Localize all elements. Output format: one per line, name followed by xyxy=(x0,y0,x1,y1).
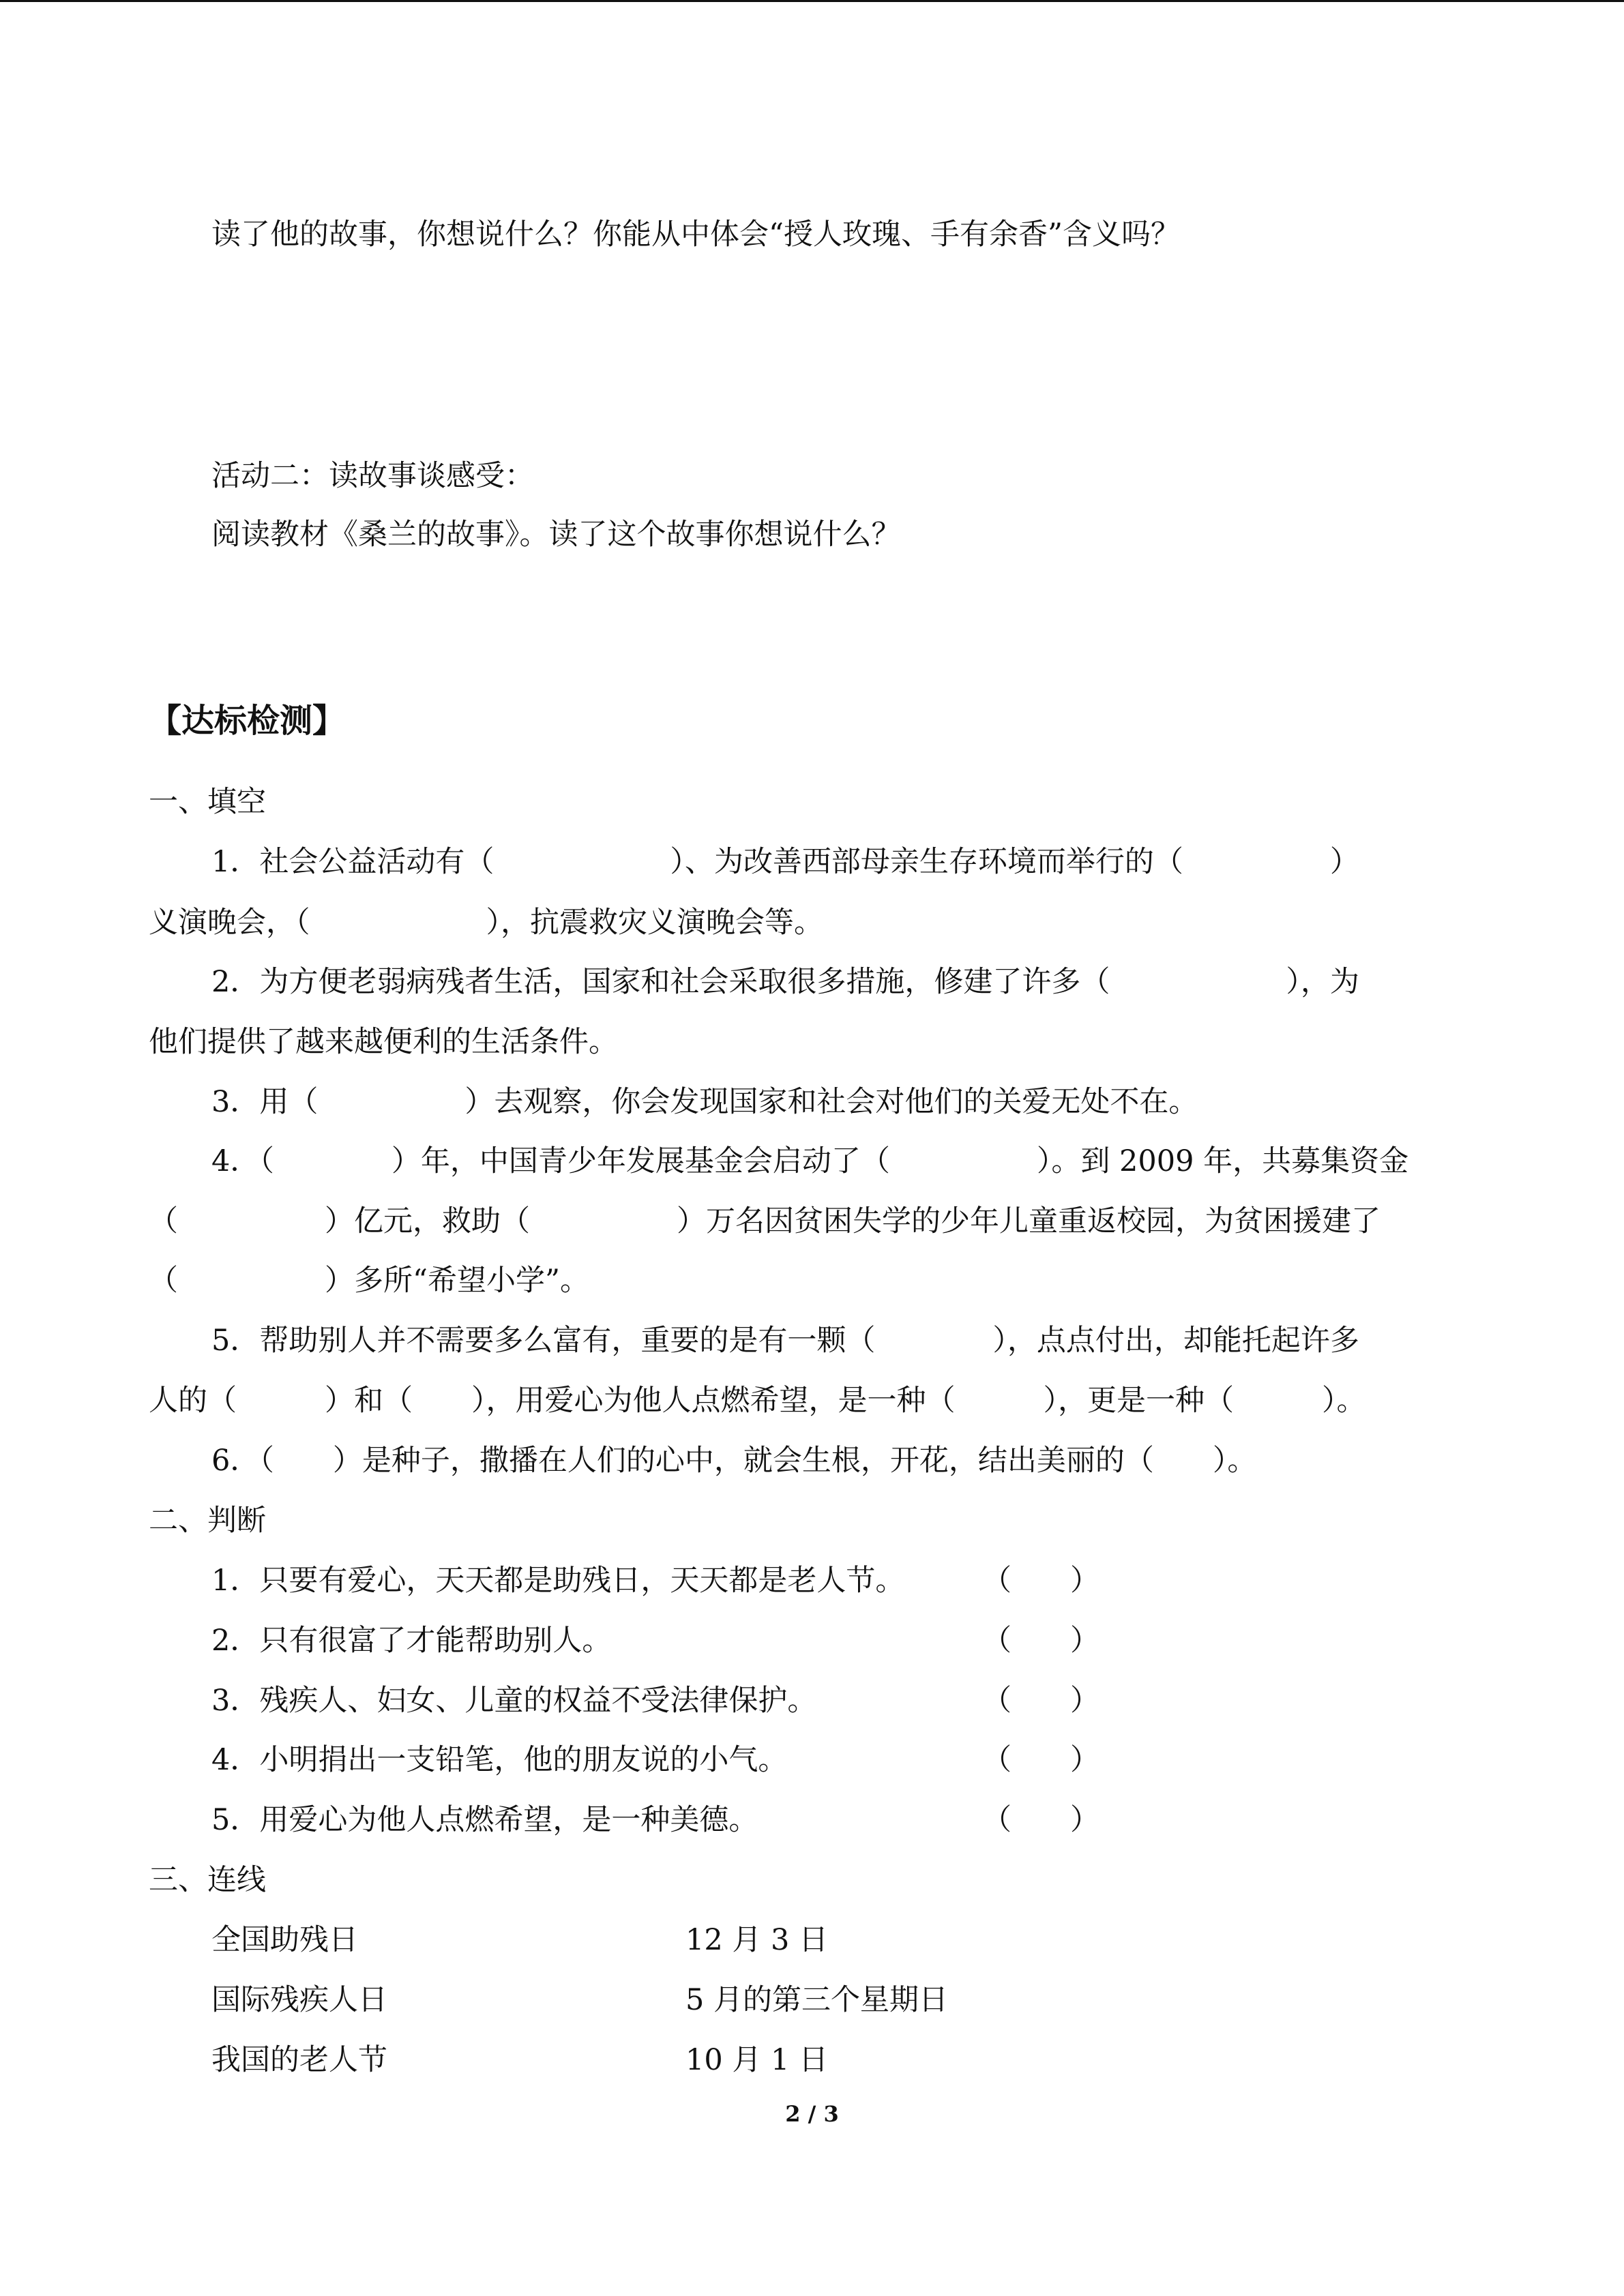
judge-text: 3．残疾人、妇女、儿童的权益不受法律保护。 xyxy=(211,1684,817,1718)
section-title: 【达标检测】 xyxy=(149,702,346,740)
fill-line-5: 3．用（ ）去观察，你会发现国家和社会对他们的关爱无处不在。 xyxy=(211,1085,1198,1119)
judge-text: 5．用爱心为他人点燃希望，是一种美德。 xyxy=(211,1803,758,1837)
fill-line-6: 4．（ ）年，中国青少年发展基金会启动了（ ）。到 2009 年，共募集资金 xyxy=(211,1144,1409,1178)
fill-line-3: 2．为方便老弱病残者生活，国家和社会采取很多措施，修建了许多（ ），为 xyxy=(211,965,1359,999)
part3-title: 三、连线 xyxy=(149,1863,266,1897)
page-number: 2 / 3 xyxy=(785,2101,839,2127)
judge-item xyxy=(211,1801,1439,1839)
fill-line-2: 义演晚会，（ ），抗震救灾义演晚会等。 xyxy=(149,906,823,940)
fill-line-10: 人的（ ）和（ ），用爱心为他人点燃希望，是一种（ ），更是一种（ ）。 xyxy=(149,1384,1366,1418)
fill-line-8: （ ）多所“希望小学”。 xyxy=(149,1264,589,1298)
judge-text: 2．只有很富了才能帮助别人。 xyxy=(211,1624,612,1658)
judge-item xyxy=(211,1741,1439,1779)
fill-line-1: 1．社会公益活动有（ ）、为改善西部母亲生存环境而举行的（ ） xyxy=(211,845,1359,879)
judge-text: 1．只要有爱心，天天都是助残日，天天都是老人节。 xyxy=(211,1564,905,1598)
fill-line-4: 他们提供了越来越便利的生活条件。 xyxy=(149,1025,618,1059)
fill-line-7: （ ）亿元，救助（ ）万名因贫困失学的少年儿童重返校园，为贫困援建了 xyxy=(149,1204,1381,1238)
judge-paren[interactable]: （ ） xyxy=(982,1803,1099,1837)
judge-paren[interactable]: （ ） xyxy=(982,1684,1099,1718)
reflection-question: 读了他的故事，你想说什么？你能从中体会“授人玫瑰、手有余香”含义吗？ xyxy=(211,218,1180,252)
judge-item xyxy=(211,1562,1439,1600)
judge-item xyxy=(211,1682,1439,1720)
part1-title: 一、填空 xyxy=(149,785,266,819)
match-right-item[interactable]: 12 月 3 日 xyxy=(685,1923,829,1957)
match-right-item[interactable]: 5 月的第三个星期日 xyxy=(685,1983,949,2017)
judge-paren[interactable]: （ ） xyxy=(982,1624,1099,1658)
top-border-line xyxy=(0,0,1624,2)
judge-paren[interactable]: （ ） xyxy=(982,1564,1099,1598)
fill-line-9: 5．帮助别人并不需要多么富有，重要的是有一颗（ ），点点付出，却能托起许多 xyxy=(211,1324,1359,1358)
match-left-item[interactable]: 全国助残日 xyxy=(211,1923,358,1957)
fill-line-11: 6．（ ）是种子，撒播在人们的心中，就会生根，开花，结出美丽的（ ）。 xyxy=(211,1444,1257,1478)
match-right-item[interactable]: 10 月 1 日 xyxy=(685,2043,829,2077)
judge-item xyxy=(211,1622,1439,1660)
match-left-item[interactable]: 国际残疾人日 xyxy=(211,1983,387,2017)
judge-paren[interactable]: （ ） xyxy=(982,1743,1099,1777)
match-left-item[interactable]: 我国的老人节 xyxy=(211,2043,387,2077)
activity2-prompt: 阅读教材《桑兰的故事》。读了这个故事你想说什么？ xyxy=(211,518,901,552)
judge-text: 4．小明捐出一支铅笔，他的朋友说的小气。 xyxy=(211,1743,788,1777)
activity2-title: 活动二：读故事谈感受： xyxy=(211,459,534,493)
part2-title: 二、判断 xyxy=(149,1504,266,1538)
